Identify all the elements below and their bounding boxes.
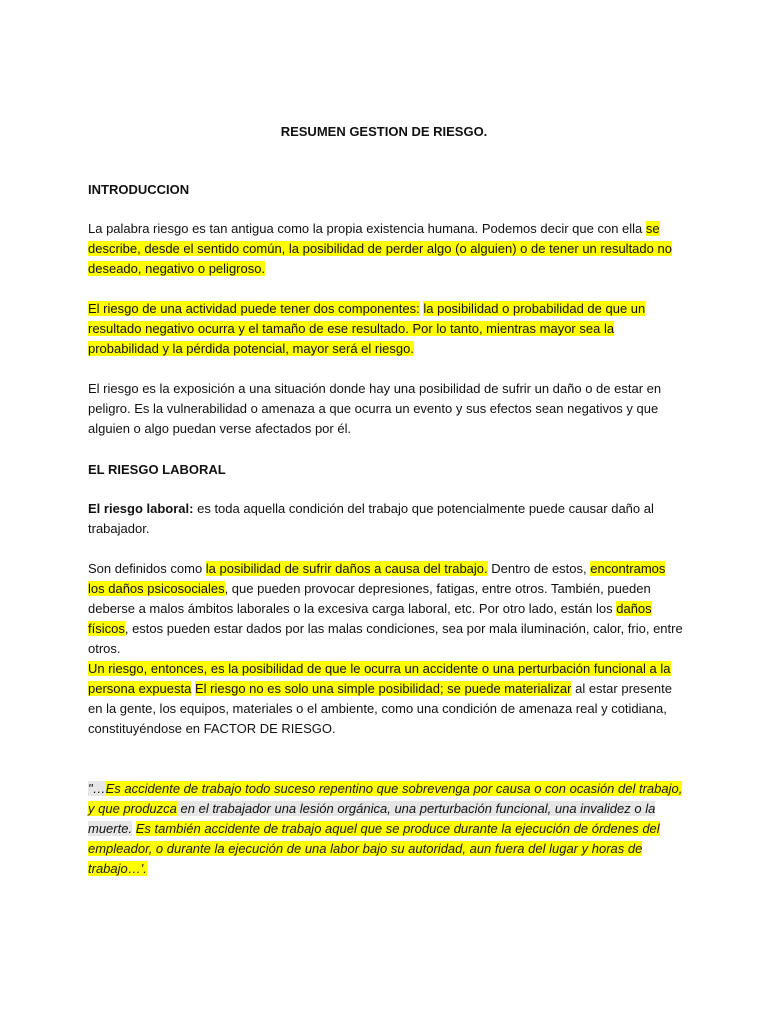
p6-highlight-a: Un riesgo, entonces, es la posibilidad de que le ocurra un accidente o una perturbación funcional a la persona expuesta: [88, 661, 671, 696]
p4-text: es toda aquella condición del trabajo que potencialmente puede causar daño al trabajador.: [88, 501, 654, 536]
p5-highlight-b: la posibilidad de sufrir daños a causa del trabajo.: [205, 561, 488, 576]
quote-highlight-b: Es accidente de trabajo todo suceso repentino que sobrevenga por causa o con ocasión del trabajo, y que produzca: [88, 781, 683, 816]
p5-a: Son definidos como: [88, 561, 206, 576]
p2-highlight-a: El riesgo de una actividad puede tener dos componentes:: [88, 301, 420, 316]
heading-introduccion: INTRODUCCION: [88, 182, 190, 197]
document-title: RESUMEN GESTION DE RIESGO.: [280, 124, 488, 139]
heading-riesgo-laboral: EL RIESGO LABORAL: [88, 462, 226, 477]
paragraph-exposicion: El riesgo es la exposición a una situación donde hay una posibilidad de sufrir un daño o de estar en peligro. Es la vulnerabilidad o amenaza a que ocurra un evento y sus efectos sean negativos y que alguien o algo puedan verse afectados por él.: [88, 381, 662, 436]
quote-gray-c: en el trabajador una lesión orgánica, una perturbación funcional, una invalidez o la muerte.: [88, 801, 656, 836]
paragraph-intro: [88, 219, 684, 279]
quote-highlight-e: Es también accidente de trabajo aquel que se produce durante la ejecución de órdenes del empleador, o durante la ejecución de una labor bajo su autoridad, aun fuera del lugar y horas de trabajo…'.: [88, 821, 660, 876]
p1-text: La palabra riesgo es tan antigua como la propia existencia humana. Podemos decir que con ella: [88, 221, 646, 236]
paragraph-un-riesgo: [88, 659, 684, 739]
p6-d: al estar presente en la gente, los equipos, materiales o el ambiente, como una condición de amenaza real y cotidiana, constituyéndose en FACTOR DE RIESGO.: [88, 681, 672, 736]
p5-highlight-f: daños físicos: [88, 601, 652, 636]
quote-open: "…: [88, 781, 106, 796]
p5-c: Dentro de estos,: [487, 561, 591, 576]
p5-e: , que pueden provocar depresiones, fatigas, entre otros. También, pueden deberse a malos ámbitos laborales o la excesiva carga laboral, etc. Por otro lado, están los: [88, 581, 651, 616]
paragraph-componentes: [88, 299, 684, 359]
p6-highlight-c: El riesgo no es solo una simple posibilidad; se puede materializar: [194, 681, 572, 696]
p2-highlight-b: la posibilidad o probabilidad de que un resultado negativo ocurra y el tamaño de ese resultado. Por lo tanto, mientras mayor sea la probabilidad y la pérdida potencial, mayor será el riesgo.: [88, 301, 646, 356]
paragraph-definidos: [88, 559, 684, 659]
quote-accidente: [88, 779, 684, 879]
p5-g: , estos pueden estar dados por las malas condiciones, sea por mala iluminación, calor, frio, entre otros.: [88, 621, 683, 656]
paragraph-riesgo-laboral: [88, 499, 684, 539]
p4-label: El riesgo laboral:: [88, 501, 194, 516]
p1-highlight: se describe, desde el sentido común, la posibilidad de perder algo (o alguien) o de tener un resultado no deseado, negativo o peligroso.: [88, 221, 672, 276]
p5-highlight-d: encontramos los daños psicosociales: [88, 561, 666, 596]
